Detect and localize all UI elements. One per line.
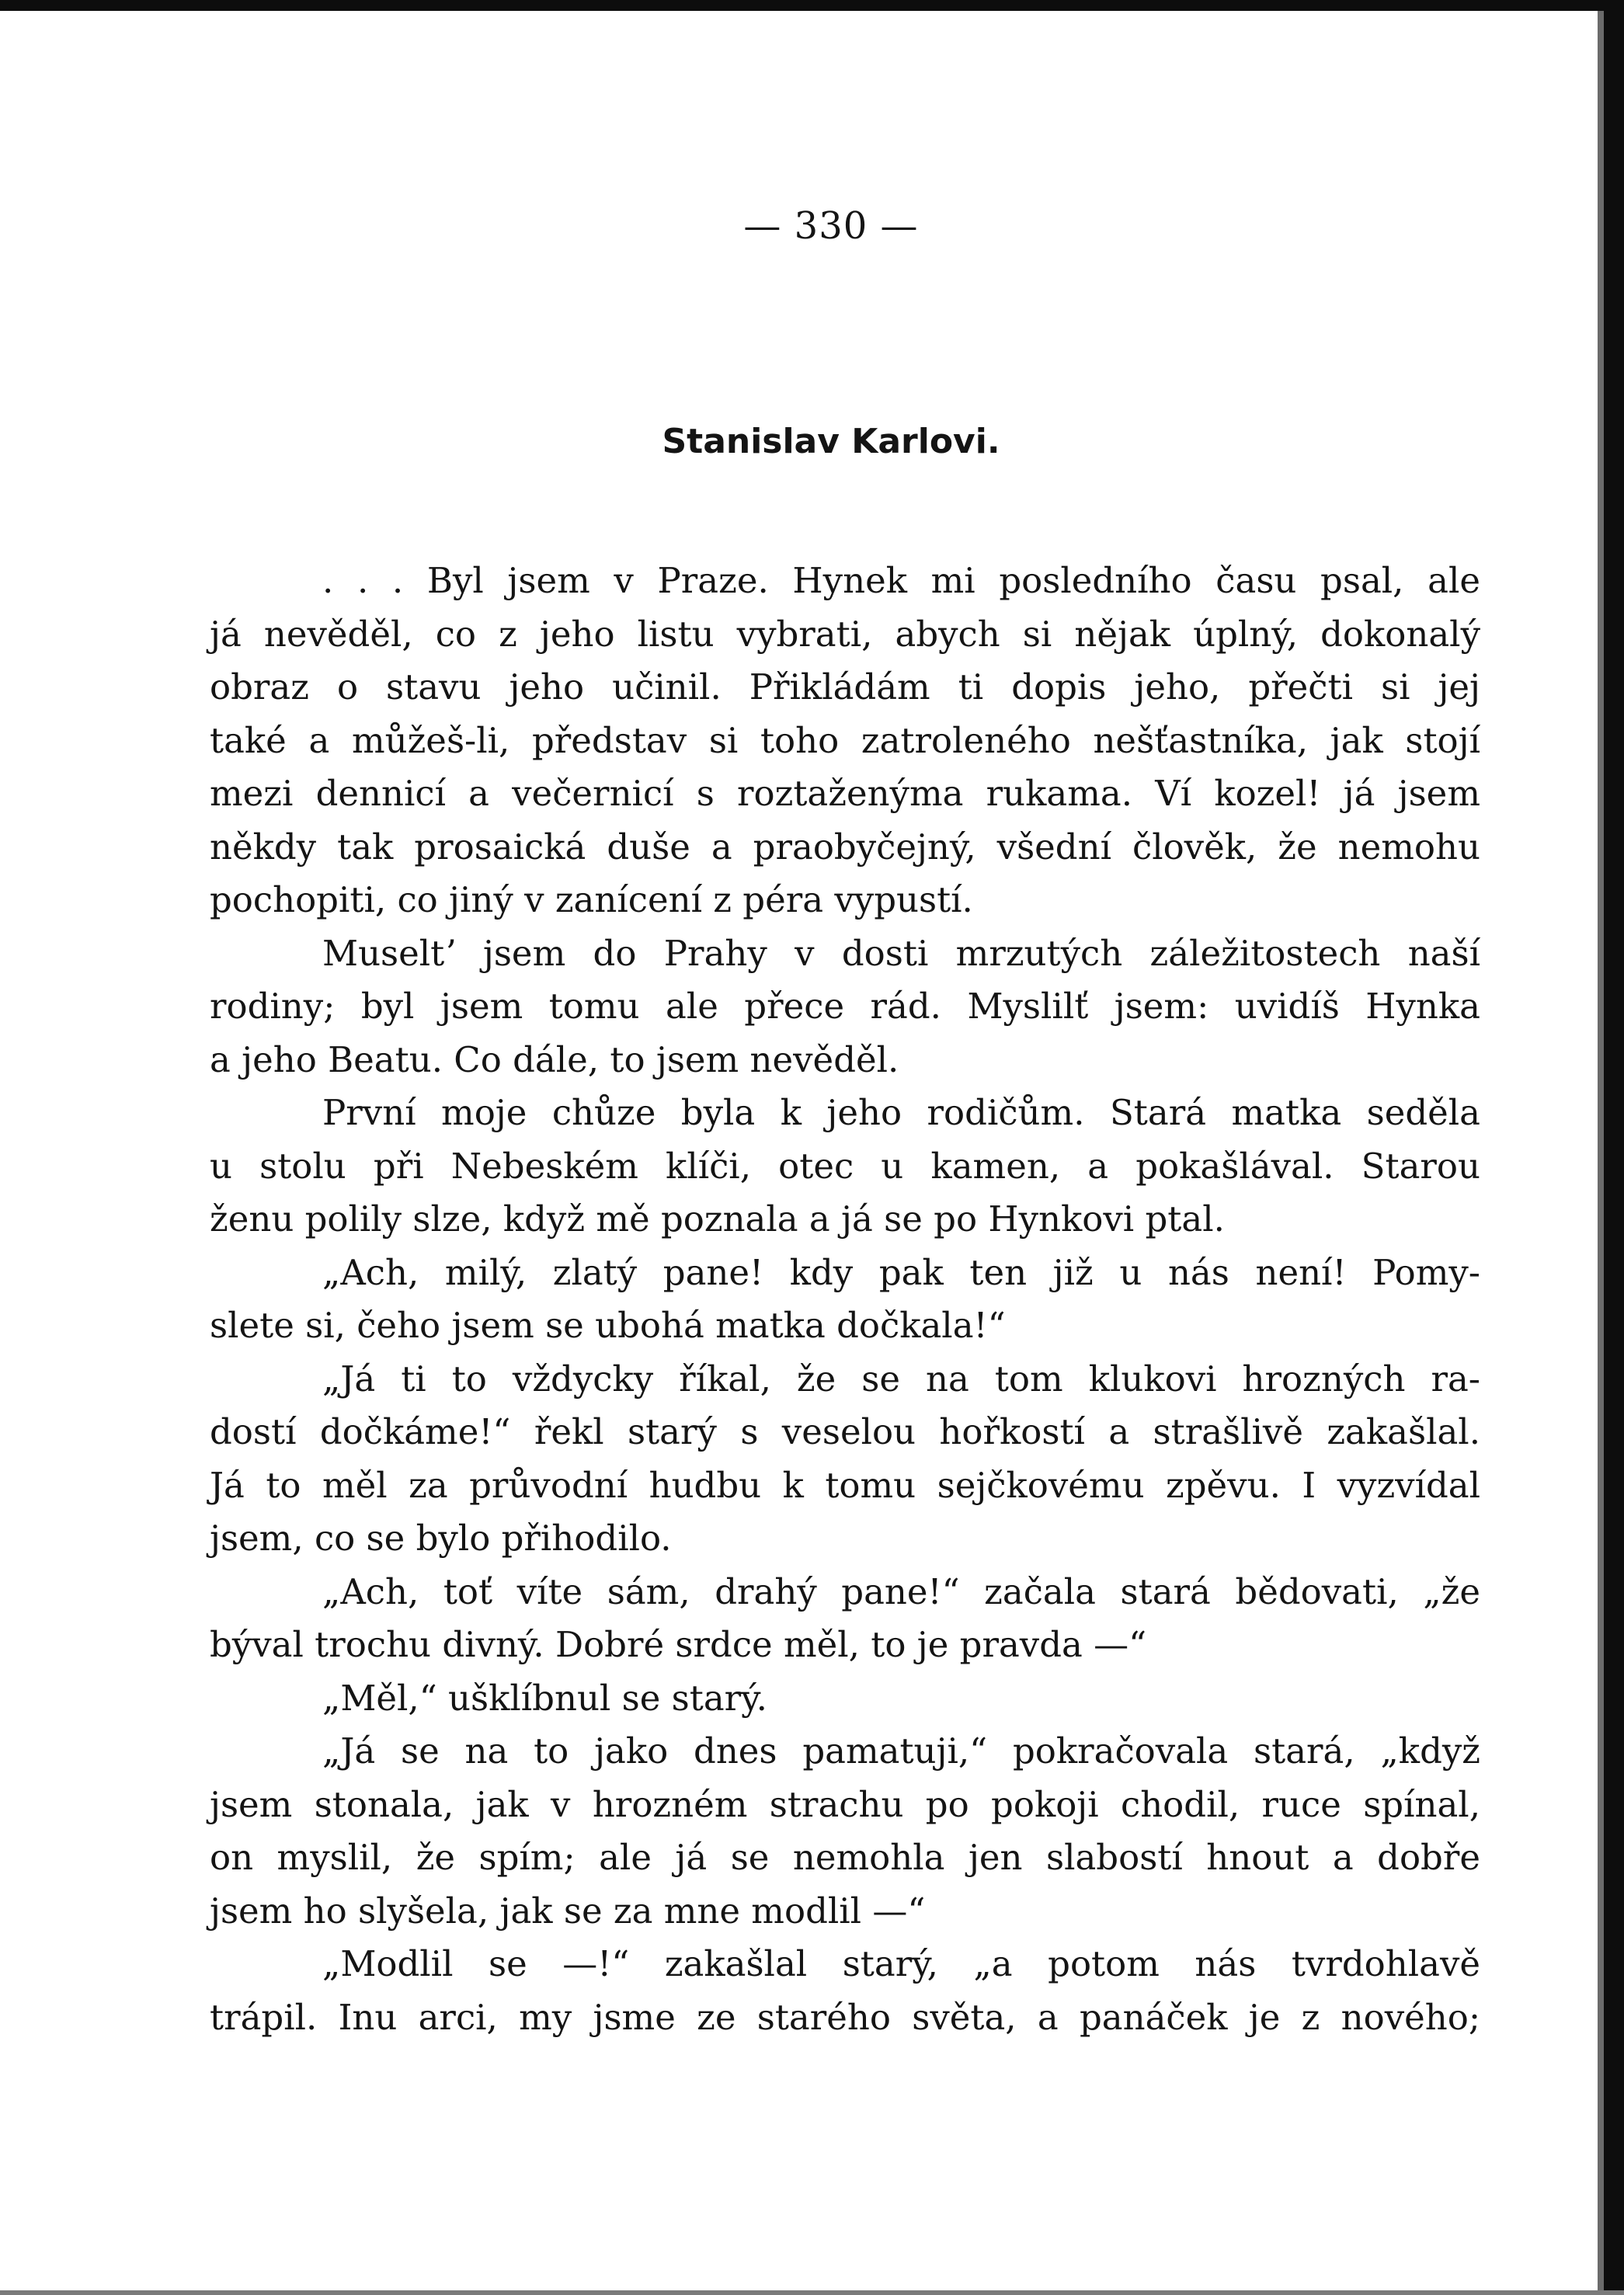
text-line: slete si, čeho jsem se ubohá matka dočkala!“ <box>210 1305 1006 1346</box>
text-line: „Modlil se —!“ zakašlal starý, „a potom nás tvrdohlavě <box>322 1943 1480 1984</box>
text-line: rodiny; byl jsem tomu ale přece rád. Myslilť jsem: uvidíš Hynka <box>210 986 1480 1027</box>
body-text <box>210 555 1480 2044</box>
text-line: . . . Byl jsem v Praze. Hynek mi posledního času psal, ale <box>322 560 1480 601</box>
scan-page-edge <box>1598 11 1604 2295</box>
text-line: jsem, co se bylo přihodilo. <box>210 1518 672 1559</box>
text-line: ženu polily slze, když mě poznala a já se po Hynkovi ptal. <box>210 1198 1225 1240</box>
text-line: „Ach, toť víte sám, drahý pane!“ začala stará bědovati, „že <box>322 1570 1480 1612</box>
text-line: také a můžeš-li, představ si toho zatroleného nešťastníka, jak stojí <box>210 719 1480 761</box>
text-line: obraz o stavu jeho učinil. Přikládám ti dopis jeho, přečti si jej <box>210 666 1480 708</box>
scan-border-bottom <box>0 2290 1624 2295</box>
text-line: mezi dennicí a večernicí s roztaženýma rukama. Ví kozel! já jsem <box>210 773 1480 814</box>
text-line: on myslil, že spím; ale já se nemohla jen slabostí hnout a dobře <box>210 1837 1480 1878</box>
text-line: Museltʼ jsem do Prahy v dosti mrzutých záležitostech naší <box>322 932 1480 974</box>
text-line: jsem ho slyšela, jak se za mne modlil —“ <box>210 1890 926 1932</box>
text-line: jsem stonala, jak v hrozném strachu po pokoji chodil, ruce spínal, <box>210 1783 1480 1825</box>
text-line: já nevěděl, co z jeho listu vybrati, abych si nějak úplný, dokonalý <box>210 613 1480 655</box>
scan-border-right <box>1604 0 1624 2295</box>
text-line: pochopiti, co jiný v zanícení z péra vypustí. <box>210 879 973 920</box>
text-line: dostí dočkáme!“ řekl starý s veselou hořkostí a strašlivě zakašlal. <box>210 1411 1480 1452</box>
text-line: někdy tak prosaická duše a praobyčejný, všední člověk, že nemohu <box>210 826 1480 868</box>
text-line: „Já ti to vždycky říkal, že se na tom klukovi hrozných ra- <box>322 1358 1480 1400</box>
letter-heading: Stanislav Karlovi. <box>662 422 1000 461</box>
text-line: býval trochu divný. Dobré srdce měl, to je pravda —“ <box>210 1624 1147 1665</box>
text-line: „Měl,“ ušklíbnul se starý. <box>322 1677 767 1719</box>
text-line: u stolu při Nebeském klíči, otec u kamen, a pokašlával. Starou <box>210 1145 1480 1187</box>
text-line: „Ach, milý, zlatý pane! kdy pak ten již u nás není! Pomy- <box>322 1251 1480 1293</box>
text-line: „Já se na to jako dnes pamatuji,“ pokračovala stará, „když <box>322 1730 1480 1772</box>
scan-border-top <box>0 0 1624 11</box>
text-line: První moje chůze byla k jeho rodičům. Stará matka seděla <box>322 1092 1480 1133</box>
text-line: a jeho Beatu. Co dále, to jsem nevěděl. <box>210 1038 899 1080</box>
text-line: trápil. Inu arci, my jsme ze starého světa, a panáček je z nového; <box>210 1996 1480 2038</box>
text-line: Já to měl za průvodní hudbu k tomu sejčkovému zpěvu. I vyzvídal <box>210 1464 1480 1506</box>
page-number: — 330 — <box>743 204 919 248</box>
